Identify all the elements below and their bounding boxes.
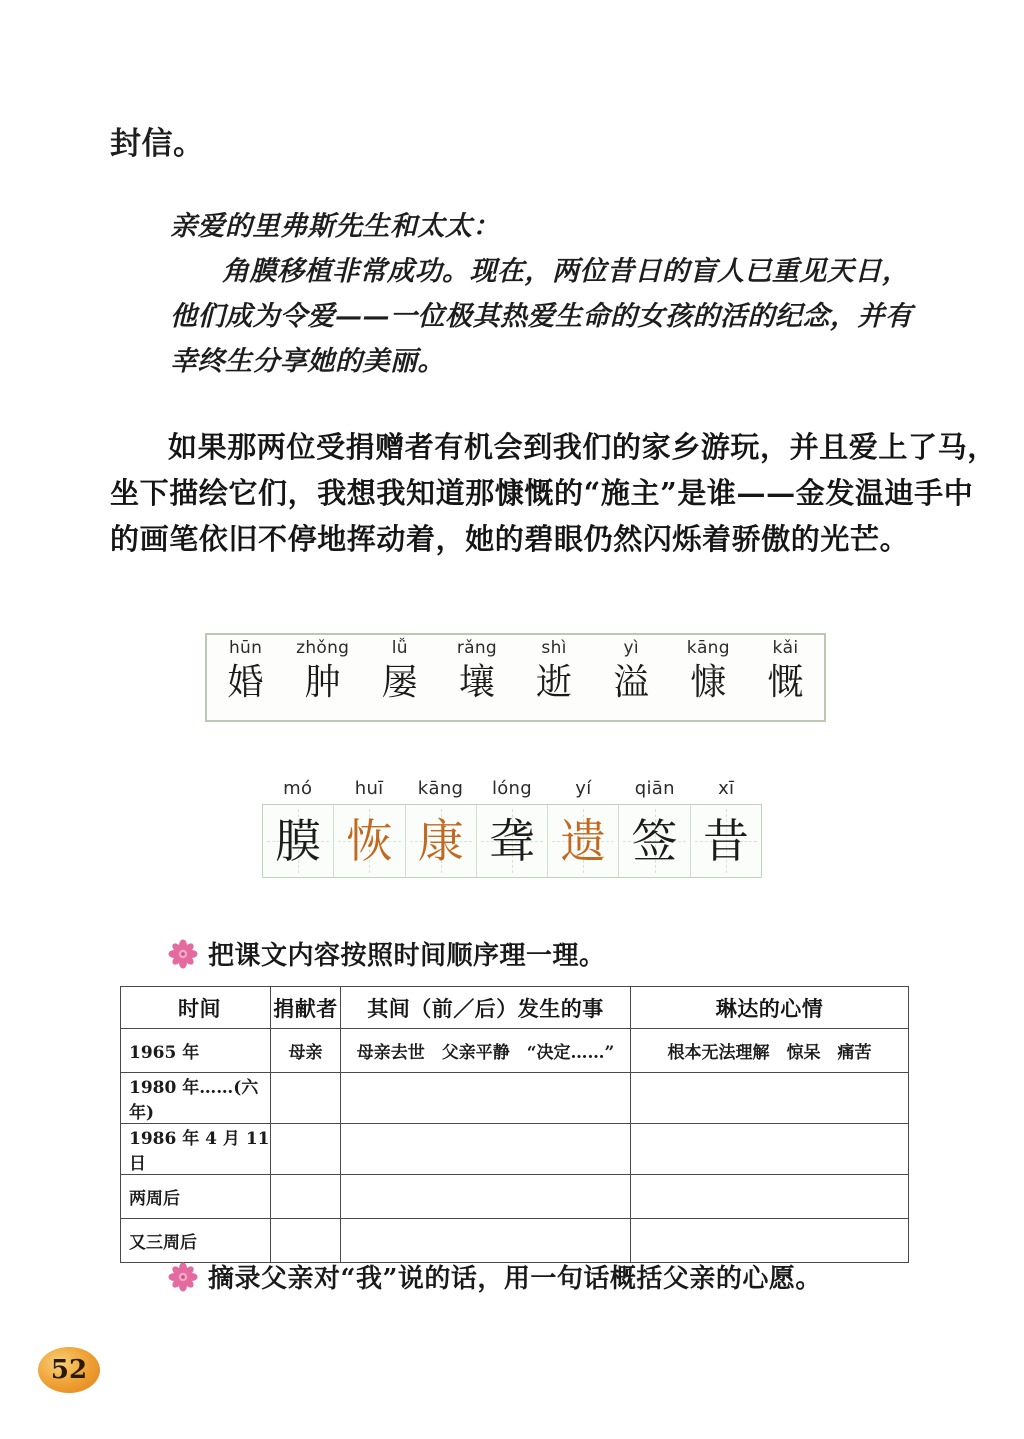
character-cell (361, 635, 438, 720)
cell-event[interactable] (341, 1124, 631, 1175)
pinyin-label: huī (354, 778, 384, 799)
letter-line: 角膜移植非常成功。现在，两位昔日的盲人已重见天日， (222, 256, 910, 287)
table-row (121, 1175, 909, 1219)
cell-time: 1965 年 (121, 1029, 271, 1073)
tianzige-grid (262, 804, 762, 878)
body-paragraph (110, 424, 997, 562)
hanzi-glyph: 肿 (304, 662, 341, 703)
pinyin-label: hūn (228, 638, 263, 658)
cell-time: 又三周后 (121, 1219, 271, 1263)
paragraph-line: 如果那两位受捐赠者有机会到我们的家乡游玩，并且爱上了马， (168, 430, 997, 464)
hanzi-glyph: 签 (631, 814, 678, 868)
column-header-time: 时间 (121, 987, 271, 1029)
exercise-item-1 (168, 935, 606, 972)
cell-event[interactable]: 母亲去世 父亲平静 “决定……” (341, 1029, 631, 1073)
hanzi-glyph: 溢 (613, 662, 650, 703)
cell-mood[interactable] (631, 1124, 909, 1175)
paragraph-line: 坐下描绘它们，我想我知道那慷慨的“施主”是谁——金发温迪手中 (110, 476, 974, 510)
cell-mood[interactable] (631, 1073, 909, 1124)
hanzi-glyph: 慷 (690, 662, 727, 703)
column-header-mood: 琳达的心情 (631, 987, 909, 1029)
column-header-donor: 捐献者 (271, 987, 341, 1029)
character-cell (516, 635, 593, 720)
pinyin-label: mó (283, 778, 313, 799)
character-cell (284, 635, 361, 720)
cell-mood[interactable] (631, 1219, 909, 1263)
new-character-row-recognize (205, 633, 826, 722)
tianzige-cell (619, 805, 690, 877)
cell-donor[interactable] (271, 1175, 341, 1219)
letter-line: 幸终生分享她的美丽。 (170, 346, 445, 377)
hanzi-glyph: 膜 (275, 814, 322, 868)
hanzi-glyph: 昔 (702, 814, 749, 868)
cell-donor[interactable] (271, 1073, 341, 1124)
tianzige-cell (691, 805, 761, 877)
column-header-event: 其间（前／后）发生的事 (341, 987, 631, 1029)
pinyin-label: kǎi (772, 638, 799, 658)
letter-line: 他们成为令爱——一位极其热爱生命的女孩的活的纪念，并有 (170, 301, 913, 332)
pinyin-label: xī (718, 778, 735, 799)
hanzi-glyph: 聋 (488, 814, 535, 868)
new-character-row-write (262, 778, 762, 878)
cell-mood[interactable] (631, 1175, 909, 1219)
hanzi-glyph: 康 (417, 814, 464, 868)
continued-text-line: 封信。 (110, 126, 205, 162)
hanzi-glyph: 慨 (767, 662, 804, 703)
hanzi-glyph: 壤 (458, 662, 495, 703)
pinyin-label: rǎng (456, 638, 498, 658)
character-cell (593, 635, 670, 720)
cell-time: 1980 年……(六年) (121, 1073, 271, 1124)
pinyin-label: yì (623, 638, 639, 658)
hanzi-glyph: 屡 (381, 662, 418, 703)
pinyin-label: kāng (686, 638, 730, 658)
pinyin-label: zhǒng (296, 638, 350, 658)
table-row (121, 1073, 909, 1124)
pinyin-label: shì (541, 638, 567, 658)
character-cell (438, 635, 515, 720)
tianzige-cell (334, 805, 405, 877)
tianzige-cell (477, 805, 548, 877)
table-row (121, 1124, 909, 1175)
cell-event[interactable] (341, 1219, 631, 1263)
tianzige-cell (406, 805, 477, 877)
cell-donor[interactable]: 母亲 (271, 1029, 341, 1073)
flower-bullet-icon (168, 939, 198, 969)
tianzige-cell (263, 805, 334, 877)
exercise-text: 摘录父亲对“我”说的话，用一句话概括父亲的心愿。 (208, 1264, 822, 1294)
character-cell (747, 635, 824, 720)
cell-time: 两周后 (121, 1175, 271, 1219)
hanzi-glyph: 婚 (227, 662, 264, 703)
cell-donor[interactable] (271, 1219, 341, 1263)
cell-mood[interactable]: 根本无法理解 惊呆 痛苦 (631, 1029, 909, 1073)
exercise-item-2 (168, 1258, 822, 1295)
table-row (121, 1029, 909, 1073)
hanzi-glyph: 逝 (536, 662, 573, 703)
timeline-table (120, 986, 909, 1263)
pinyin-label: kāng (417, 778, 464, 799)
cell-donor[interactable] (271, 1124, 341, 1175)
pinyin-label: yí (575, 778, 592, 799)
cell-event[interactable] (341, 1175, 631, 1219)
pinyin-label: lǚ (391, 638, 408, 658)
paragraph-line: 的画笔依旧不停地挥动着，她的碧眼仍然闪烁着骄傲的光芒。 (110, 522, 910, 556)
hanzi-glyph: 恢 (346, 814, 393, 868)
exercise-text: 把课文内容按照时间顺序理一理。 (208, 941, 606, 971)
table-row (121, 1219, 909, 1263)
letter-block (170, 204, 913, 384)
flower-bullet-icon (168, 1262, 198, 1292)
pinyin-label: qiān (634, 778, 675, 799)
letter-salutation: 亲爱的里弗斯先生和太太： (170, 211, 500, 242)
character-cell (207, 635, 284, 720)
page-number-badge: 52 (38, 1347, 100, 1393)
hanzi-glyph: 遗 (560, 814, 607, 868)
pinyin-row (262, 778, 762, 804)
table-header-row (121, 987, 909, 1029)
cell-time: 1986 年 4 月 11 日 (121, 1124, 271, 1175)
tianzige-cell (548, 805, 619, 877)
pinyin-label: lóng (491, 778, 532, 799)
cell-event[interactable] (341, 1073, 631, 1124)
character-cell (670, 635, 747, 720)
